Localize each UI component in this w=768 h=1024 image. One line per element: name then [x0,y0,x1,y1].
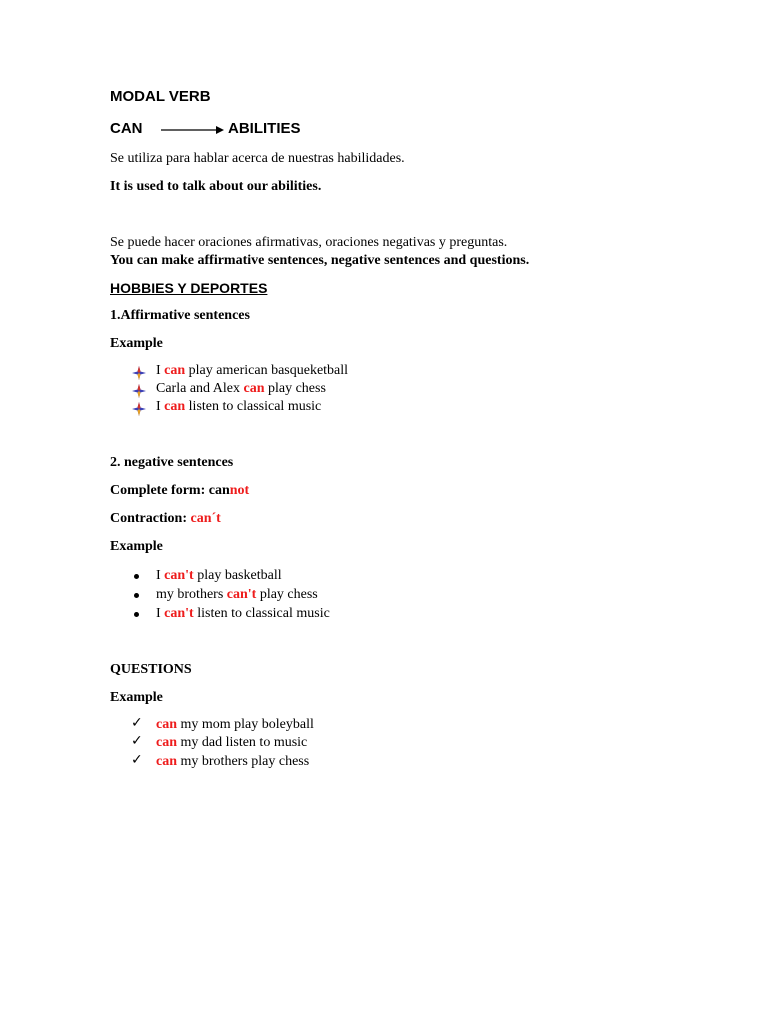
item-text-after: play basketball [193,568,282,583]
item-modal: can't [226,587,257,602]
list-item [156,606,330,622]
item-text-before: Carla and Alex [156,381,244,396]
sentences-intro-english: You can make affirmative sentences, negative sentences and questions. [110,253,530,268]
list-item [156,381,326,397]
item-modal: can [243,381,265,396]
complete-form-line [110,483,249,499]
four-point-star-bullet-icon [132,366,146,380]
list-item [156,587,318,603]
can-label: CAN [110,120,143,137]
item-text-before: I [156,568,165,583]
contraction-label: Contraction: [110,511,191,526]
item-text-after: play chess [264,381,326,396]
item-text-after: my mom play boleyball [177,717,314,732]
checkmark-icon: ✓ [131,733,143,749]
black-dot-bullet-icon [134,612,139,617]
item-modal: can't [164,568,194,583]
item-text-after: play american basqueketball [185,363,349,378]
abilities-label: ABILITIES [228,120,301,137]
checkmark-icon: ✓ [131,752,143,768]
item-text-after: listen to classical music [193,606,330,621]
item-modal: can't [164,606,194,621]
complete-form-base: can [208,483,230,498]
four-point-star-bullet-icon [132,402,146,416]
item-text-before: I [156,606,165,621]
item-text-before: I [156,399,165,414]
item-modal: can [164,363,186,378]
list-item [156,399,321,415]
sentences-intro-spanish: Se puede hacer oraciones afirmativas, oraciones negativas y preguntas. [110,235,508,250]
list-item [156,568,282,584]
item-text-before: I [156,363,165,378]
intro-spanish: Se utiliza para hablar acerca de nuestras habilidades. [110,151,405,166]
item-text-before: my brothers [156,587,227,602]
complete-form-label: Complete form: [110,483,209,498]
item-text-after: my dad listen to music [177,735,308,750]
item-modal: can [156,717,177,732]
negative-heading: 2. negative sentences [110,455,234,470]
list-item [156,735,307,751]
item-modal: can [164,399,186,414]
four-point-star-bullet-icon [132,384,146,398]
section-heading: HOBBIES Y DEPORTES [110,280,268,296]
item-modal: can [156,735,177,750]
item-modal: can [156,754,177,769]
item-text-after: my brothers play chess [177,754,310,769]
complete-form-suffix: not [229,483,250,498]
list-item [156,717,314,733]
black-dot-bullet-icon [134,593,139,598]
affirmative-heading: 1.Affirmative sentences [110,308,250,323]
affirmative-example-label: Example [110,336,163,351]
document-title: MODAL VERB [110,88,211,105]
item-text-after: listen to classical music [185,399,322,414]
checkmark-icon: ✓ [131,715,143,731]
list-item [156,363,348,379]
contraction-line [110,511,221,527]
negative-example-label: Example [110,539,163,554]
intro-english: It is used to talk about our abilities. [110,179,322,194]
questions-example-label: Example [110,690,163,705]
item-text-after: play chess [256,587,318,602]
right-arrow-icon [160,124,224,136]
list-item [156,754,309,770]
questions-heading: QUESTIONS [110,662,192,677]
contraction-value: can´t [190,511,221,526]
black-dot-bullet-icon [134,574,139,579]
